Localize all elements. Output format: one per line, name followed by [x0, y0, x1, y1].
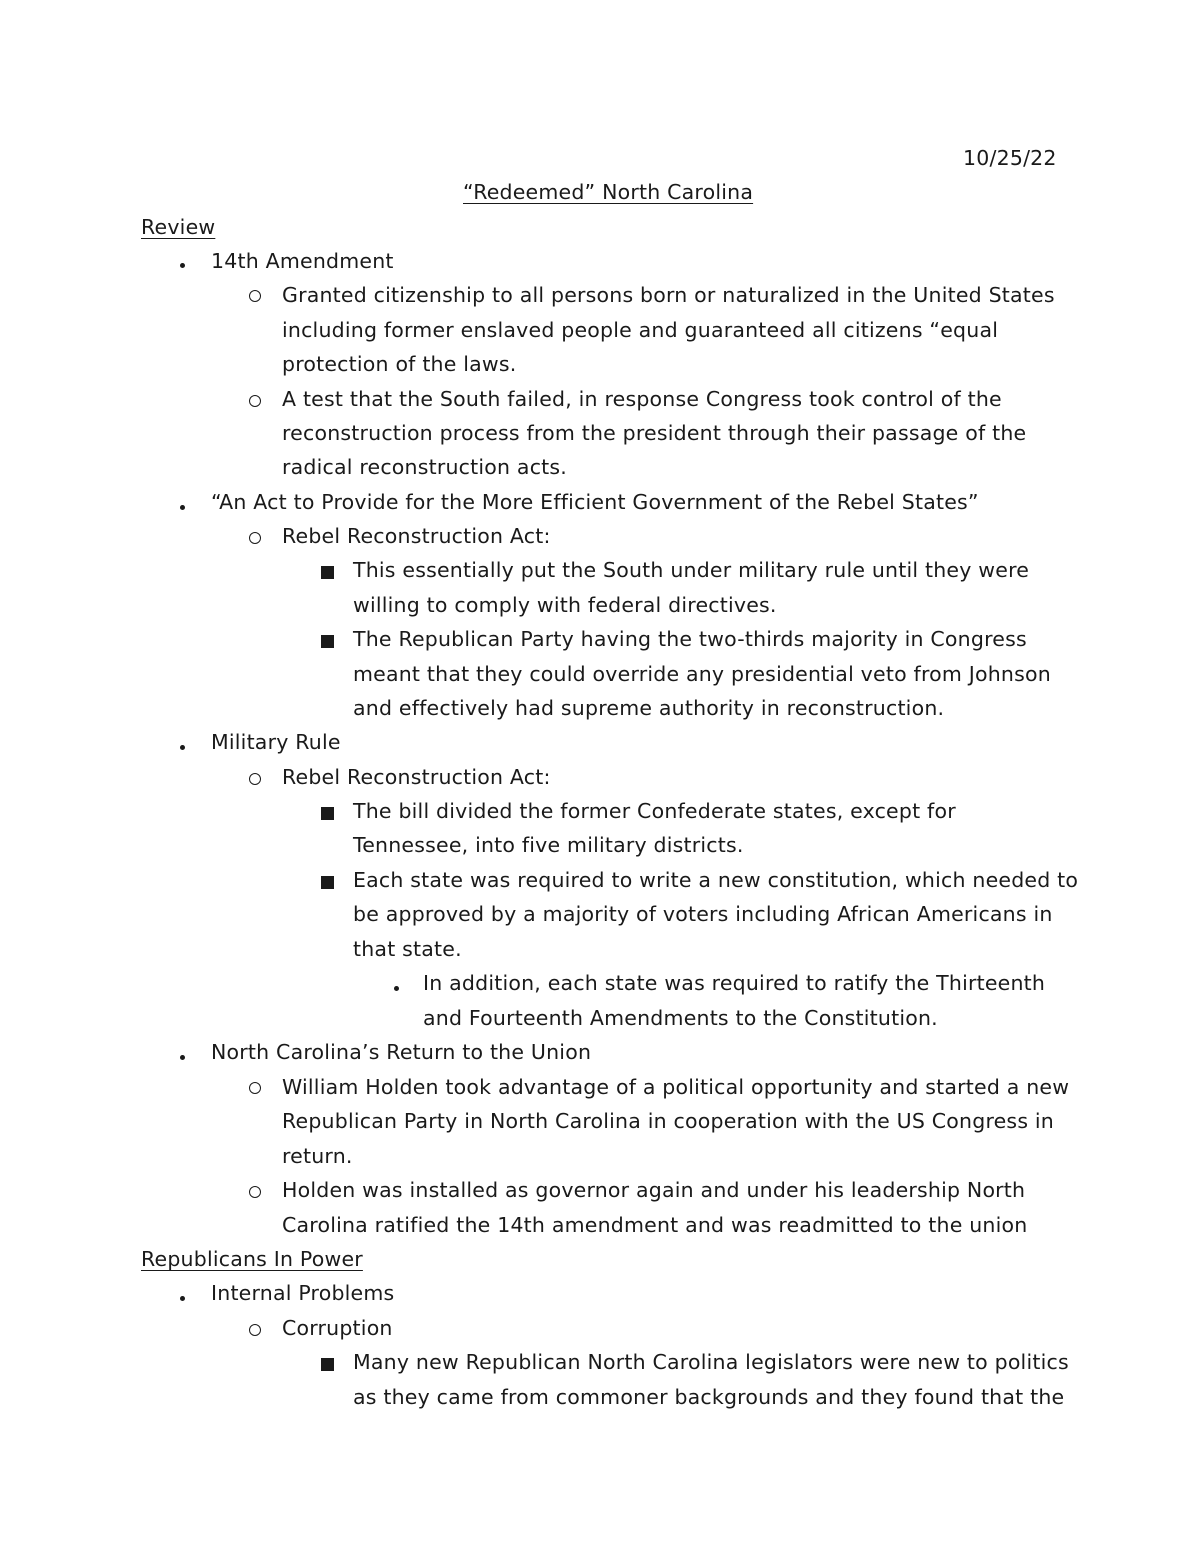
- bullet-circle: [249, 1082, 261, 1094]
- point-text: be approved by a majority of voters including African Americans in: [353, 902, 1053, 926]
- bullet-military-rule: Military Rule: [211, 730, 341, 754]
- section-heading-review: Review: [141, 215, 216, 239]
- point-text: Rebel Reconstruction Act:: [282, 524, 551, 548]
- bullet-dot: [394, 986, 399, 991]
- point-text: willing to comply with federal directives.: [353, 593, 777, 617]
- point-text: This essentially put the South under military rule until they were: [353, 558, 1030, 582]
- bullet-circle: [249, 532, 261, 544]
- point-text: A test that the South failed, in response Congress took control of the: [282, 387, 1002, 411]
- point-text: protection of the laws.: [282, 352, 517, 376]
- point-text: including former enslaved people and guaranteed all citizens “equal: [282, 318, 999, 342]
- point-text: as they came from commoner backgrounds and they found that the: [353, 1385, 1065, 1409]
- date: 10/25/22: [963, 146, 1057, 170]
- point-text: Many new Republican North Carolina legislators were new to politics: [353, 1350, 1069, 1374]
- point-text: and effectively had supreme authority in reconstruction.: [353, 696, 945, 720]
- bullet-square: [321, 635, 334, 648]
- point-text: reconstruction process from the president through their passage of the: [282, 421, 1027, 445]
- point-text: William Holden took advantage of a political opportunity and started a new: [282, 1075, 1070, 1099]
- bullet-dot: [180, 505, 185, 510]
- page-title: “Redeemed” North Carolina: [463, 180, 754, 204]
- point-text: Granted citizenship to all persons born or naturalized in the United States: [282, 283, 1055, 307]
- point-text: Rebel Reconstruction Act:: [282, 765, 551, 789]
- point-text: return.: [282, 1144, 353, 1168]
- point-text: In addition, each state was required to ratify the Thirteenth: [423, 971, 1046, 995]
- point-text: meant that they could override any presidential veto from Johnson: [353, 662, 1051, 686]
- point-text: Corruption: [282, 1316, 393, 1340]
- bullet-dot: [180, 1296, 185, 1301]
- point-text: Holden was installed as governor again and under his leadership North: [282, 1178, 1026, 1202]
- point-text: Republican Party in North Carolina in cooperation with the US Congress in: [282, 1109, 1054, 1133]
- bullet-square: [321, 1358, 334, 1371]
- section-heading-republicans: Republicans In Power: [141, 1247, 363, 1271]
- bullet-circle: [249, 1324, 261, 1336]
- point-text: The bill divided the former Confederate states, except for: [353, 799, 956, 823]
- bullet-circle: [249, 290, 261, 302]
- point-text: Tennessee, into five military districts.: [353, 833, 744, 857]
- point-text: Carolina ratified the 14th amendment and was readmitted to the union: [282, 1213, 1028, 1237]
- point-text: radical reconstruction acts.: [282, 455, 568, 479]
- bullet-square: [321, 876, 334, 889]
- point-text: that state.: [353, 937, 462, 961]
- bullet-dot: [180, 263, 185, 268]
- bullet-act-title: “An Act to Provide for the More Efficient Government of the Rebel States”: [211, 490, 979, 514]
- bullet-circle: [249, 395, 261, 407]
- bullet-dot: [180, 1055, 185, 1060]
- bullet-circle: [249, 1186, 261, 1198]
- bullet-internal-problems: Internal Problems: [211, 1281, 395, 1305]
- point-text: Each state was required to write a new constitution, which needed to: [353, 868, 1079, 892]
- point-text: and Fourteenth Amendments to the Constitution.: [423, 1006, 938, 1030]
- bullet-dot: [180, 745, 185, 750]
- bullet-14th-amendment: 14th Amendment: [211, 249, 394, 273]
- bullet-square: [321, 807, 334, 820]
- point-text: The Republican Party having the two-thirds majority in Congress: [353, 627, 1027, 651]
- bullet-square: [321, 566, 334, 579]
- bullet-nc-return: North Carolina’s Return to the Union: [211, 1040, 592, 1064]
- bullet-circle: [249, 773, 261, 785]
